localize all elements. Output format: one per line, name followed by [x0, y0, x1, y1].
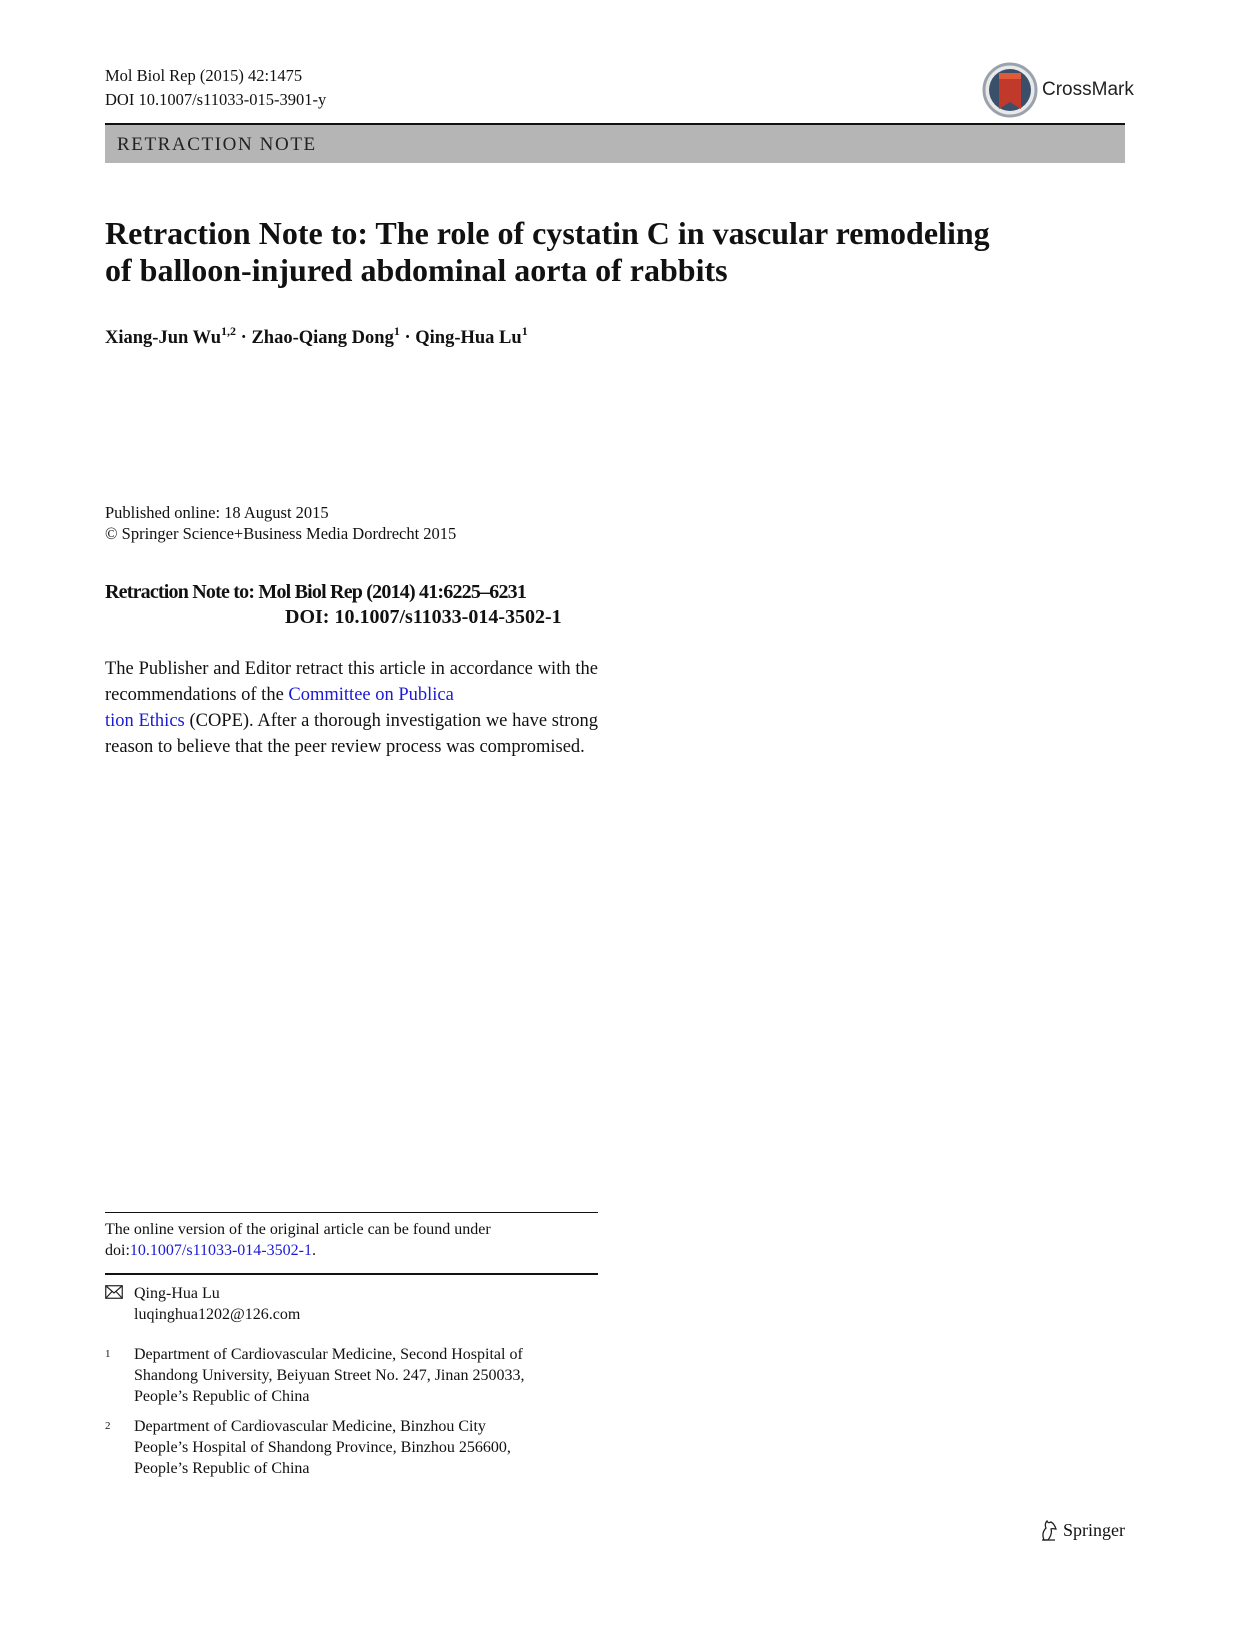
author-name[interactable]: Qing-Hua Lu — [415, 328, 522, 349]
affiliation — [105, 1416, 575, 1480]
author-separator: · — [399, 328, 416, 349]
crossmark-icon — [982, 61, 1038, 119]
journal-citation: Mol Biol Rep (2015) 42:1475 — [105, 66, 303, 85]
body-text-part-1: The Publisher and Editor retract this article in accordance with the recommendations of the — [105, 659, 598, 705]
title-line-1: Retraction Note to: The role of cystatin C in vascular remodeling — [105, 215, 990, 251]
affiliation-number: 2 — [105, 1420, 111, 1432]
title-line-2: of balloon-injured abdominal aorta of rabbits — [105, 252, 728, 288]
retraction-heading — [105, 580, 598, 630]
affiliation-line: Department of Cardiovascular Medicine, Binzhou City — [134, 1418, 486, 1435]
online-version-text: The online version of the original article can be found under — [105, 1221, 491, 1238]
author-affiliation-marker: 1,2 — [221, 324, 237, 338]
section-label: RETRACTION NOTE — [117, 134, 317, 155]
author-affiliation-marker: 1 — [521, 324, 528, 338]
publication-info — [105, 502, 456, 544]
author-list — [105, 325, 528, 349]
affiliation-line: People’s Republic of China — [134, 1388, 310, 1405]
article-title — [105, 215, 1095, 289]
published-date: Published online: 18 August 2015 — [105, 503, 329, 522]
online-version-note — [105, 1219, 598, 1261]
affiliation-number: 1 — [105, 1348, 111, 1360]
springer-logo — [1039, 1518, 1129, 1544]
affiliation — [105, 1344, 575, 1408]
springer-label: Springer — [1063, 1520, 1125, 1540]
author-affiliation-marker: 1 — [393, 324, 400, 338]
crossmark-badge[interactable] — [982, 61, 1138, 119]
cope-link-part-2[interactable]: tion Ethics — [105, 711, 185, 731]
article-doi: DOI 10.1007/s11033-015-3901-y — [105, 90, 327, 109]
original-article-doi-link[interactable]: 10.1007/s11033-014-3502-1 — [129, 1242, 312, 1259]
author-separator: · — [236, 328, 252, 349]
footnote-divider — [105, 1273, 598, 1275]
section-band — [105, 123, 1125, 163]
corresponding-name: Qing-Hua Lu — [134, 1285, 220, 1302]
copyright-line: © Springer Science+Business Media Dordrecht 2015 — [105, 524, 457, 543]
doi-suffix: . — [311, 1242, 316, 1259]
corresponding-email[interactable]: luqinghua1202@126.com — [134, 1306, 301, 1323]
springer-horse-icon — [1039, 1518, 1059, 1542]
affiliation-line: People’s Hospital of Shandong Province, Binzhou 256600, — [134, 1439, 511, 1456]
mail-icon — [105, 1285, 123, 1299]
retraction-heading-doi: DOI: 10.1007/s11033-014-3502-1 — [285, 606, 562, 628]
cope-link-part-1[interactable]: Committee on Publica — [288, 685, 454, 705]
affiliation-line: Department of Cardiovascular Medicine, Second Hospital of — [134, 1346, 523, 1363]
footnote-divider — [105, 1212, 598, 1213]
retraction-heading-citation: Retraction Note to: Mol Biol Rep (2014) 41:6225–6231 — [105, 581, 527, 603]
journal-reference — [105, 64, 326, 112]
author-name[interactable]: Xiang-Jun Wu — [105, 328, 222, 349]
retraction-body — [105, 656, 598, 760]
affiliation-line: Shandong University, Beiyuan Street No. 247, Jinan 250033, — [134, 1367, 525, 1384]
crossmark-label: CrossMark — [1042, 79, 1134, 100]
body-text-part-2: (COPE). After a thorough investigation we have strong reason to believe that the peer review process was compromised. — [105, 711, 598, 757]
author-name[interactable]: Zhao-Qiang Dong — [251, 328, 394, 349]
doi-prefix: doi: — [105, 1242, 130, 1259]
affiliation-line: People’s Republic of China — [134, 1460, 310, 1477]
